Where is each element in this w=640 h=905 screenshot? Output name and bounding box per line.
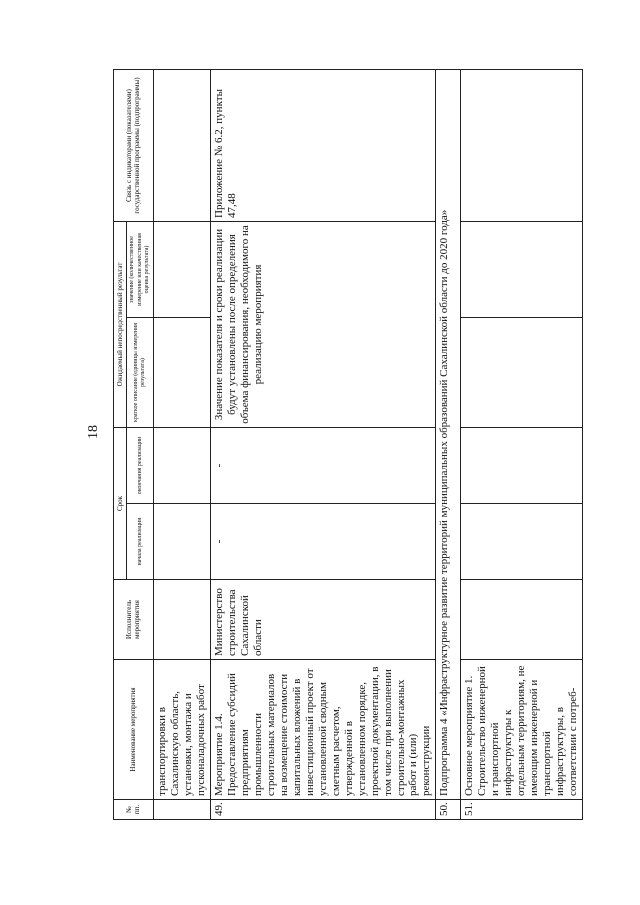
cell-num: 50. — [436, 800, 461, 820]
header-period: Срок — [114, 427, 127, 579]
cell-subprogram-title: Подпрограмма 4 «Инфраструктурное развитие территорий муниципальных образований Сахалинской области до 2020 года» — [436, 69, 461, 799]
cell-name: Основное мероприятие 1. Строительство инженерной и транспортной инфраструктуры к отдельным территориям, не имеющим инженерной и транспортной инфраструктуры, в соответствии с потреб- — [461, 660, 583, 800]
cell-executor: Министерство строительства Сахалинской области — [210, 580, 435, 660]
header-result-value: значение (количественное измерение или качественная оценка результата) — [127, 221, 154, 317]
header-executor: Исполнитель мероприятия — [114, 580, 154, 660]
header-end: окончания реализации — [127, 427, 154, 503]
header-name: Наименование мероприятия — [114, 660, 154, 800]
cell-result: Значение показателя и сроки реализации будут установлены после определения объема финансирования, необходимого на реализацию мероприятия — [210, 221, 435, 427]
cell-start — [153, 504, 210, 580]
cell-name: транспортировки в Сахалинскую область, установки, монтажа и пусконаладочных работ — [153, 660, 210, 800]
cell-num: 49. — [210, 800, 435, 820]
measures-table — [113, 69, 583, 820]
header-result-desc: краткое описание (единицы измерения результата) — [127, 317, 154, 427]
cell-end: - — [210, 427, 435, 503]
cell-link — [461, 69, 583, 221]
cell-start — [461, 504, 583, 580]
cell-result-value — [153, 221, 210, 317]
cell-num — [153, 800, 210, 820]
table-row — [461, 69, 583, 819]
cell-result-value — [461, 221, 583, 317]
cell-result-desc — [153, 317, 210, 427]
table-header — [114, 69, 154, 819]
header-link: Связь с индикаторами (показателями) государственной программы (подпрограммы) — [114, 69, 154, 221]
page-number: 18 — [86, 425, 101, 439]
cell-executor — [153, 580, 210, 660]
rotated-table-wrapper — [113, 70, 580, 820]
cell-link — [153, 69, 210, 221]
cell-name: Мероприятие 1.4. Предоставление субсидий предприятиям промышленности строительных материалов на возмещение стоимости капитальных вложений в инвестиционный проект от установленной сводным сметным расчетом, утвержденной в установленном порядке, проектной документации, в том числе при выполнении строительно-монтажных работ и (или) реконструкции — [210, 660, 435, 800]
cell-start: - — [210, 504, 435, 580]
cell-num: 51. — [461, 800, 583, 820]
cell-end — [461, 427, 583, 503]
header-result: Ожидаемый непосредственный результат — [114, 221, 127, 427]
table-row — [436, 69, 461, 819]
table-row — [210, 69, 435, 819]
cell-link: Приложение № 6.2, пункты 47,48 — [210, 69, 435, 221]
header-num: № пп. — [114, 800, 154, 820]
cell-executor — [461, 580, 583, 660]
header-start: начала реализации — [127, 504, 154, 580]
cell-end — [153, 427, 210, 503]
table-row — [153, 69, 210, 819]
cell-result-desc — [461, 317, 583, 427]
